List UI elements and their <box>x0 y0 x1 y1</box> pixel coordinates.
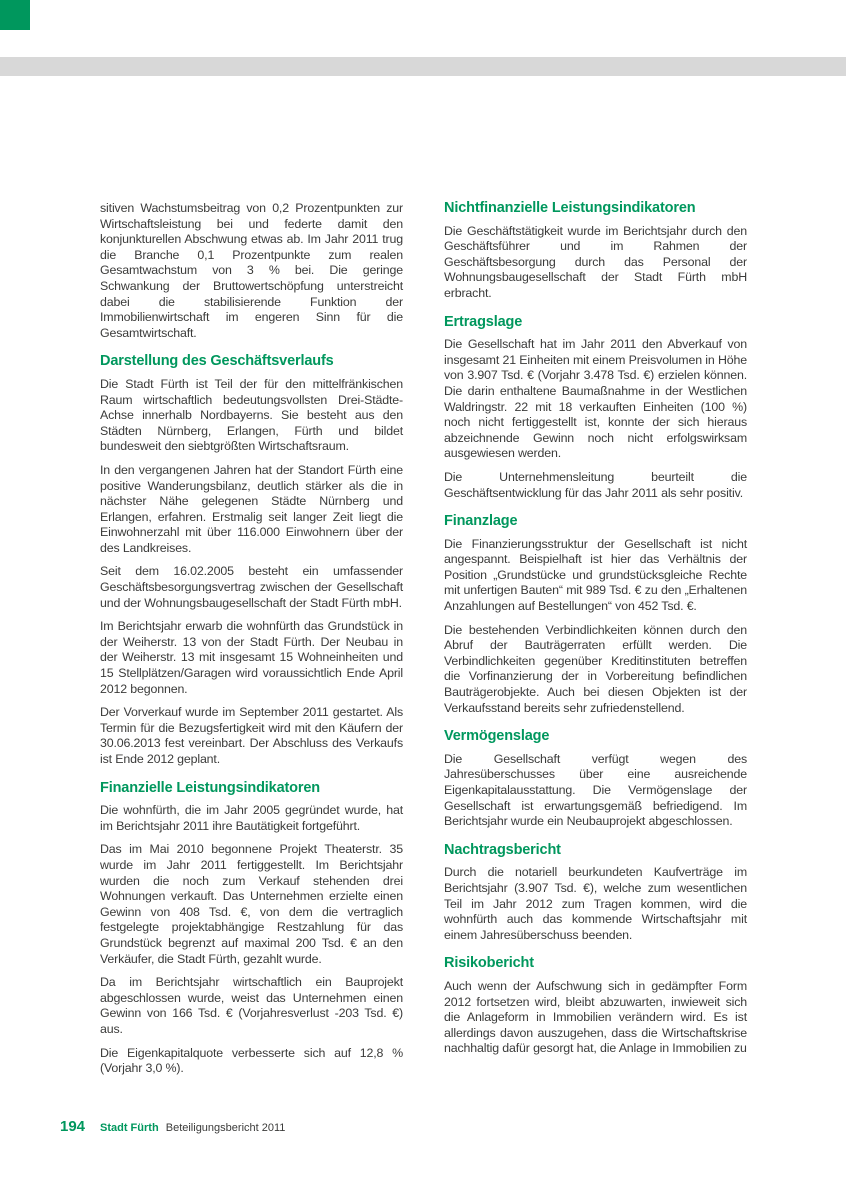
heading-ertragslage: Ertragslage <box>444 313 523 330</box>
page-content <box>100 201 748 1085</box>
paragraph: Die bestehenden Verbindlichkeiten können durch den Abruf der Bauträgerraten erfüllt werden. Die Verbindlichkeiten gegenüber Kreditinstituten betreffen die Vorfinanzierung der in Vorbereitung befindlichen Bauträgerobjekte. Auch bei diesen Objekten ist der Verkaufsstand bereits sehr zufriedenstellend. <box>444 622 747 715</box>
paragraph: Die Finanzierungsstruktur der Gesellschaft ist nicht angespannt. Beispielhaft ist hier das Verhältnis der Position „Grundstücke und grundstücksgleiche Rechte mit unfertigen Bauten“ mit 989 Tsd. € zu den „Erhaltenen Anzahlungen auf Bestellungen“ von 452 Tsd. €. <box>444 536 747 614</box>
heading-darstellung-des-geschaeftsverlaufs: Darstellung des Geschäftsverlaufs <box>100 353 334 370</box>
paragraph: Durch die notariell beurkundeten Kaufverträge im Berichtsjahr (3.907 Tsd. €), welche zum wesentlichen Teil im Jahr 2012 zum Tragen kommen, wird die wohnfürth auch das kommende Wirtschaftsjahr mit einem Jahresüberschuss beenden. <box>444 865 747 942</box>
heading-vermoegenslage: Vermögenslage <box>444 728 550 745</box>
paragraph: Da im Berichtsjahr wirtschaftlich ein Bauprojekt abgeschlossen wurde, weist das Unternehmen einen Gewinn von 166 Tsd. € (Vorjahresverlust -203 Tsd. €) aus. <box>100 975 403 1036</box>
page-number: 194 <box>60 1118 86 1135</box>
paragraph: Das im Mai 2010 begonnene Projekt Theaterstr. 35 wurde im Jahr 2011 fertiggestellt. Im Berichtsjahr wurden die noch zum Verkauf stehenden drei Wohnungen verkauft. Das Unternehmen erzielte einen Gewinn von 408 Tsd. €, von dem die vertraglich festgelegte projektabhängige Restzahlung für das Grundstück begrenzt auf maximal 200 Tsd. € an den Verkäufer, die Stadt Fürth, gezahlt wurde. <box>100 842 403 966</box>
heading-finanzielle-leistungsindikatoren: Finanzielle Leistungsindikatoren <box>100 779 320 796</box>
paragraph: Die Stadt Fürth ist Teil der für den mittelfränkischen Raum wirtschaftlich bedeutungsvollsten Drei-Städte-Achse innerhalb Nordbayerns. Sie besteht aus den Städten Nürnberg, Erlangen, Fürth und bildet bundesweit den siebtgrößten Wirtschaftsraum. <box>100 376 403 454</box>
paragraph: In den vergangenen Jahren hat der Standort Fürth eine positive Wanderungsbilanz, deutlich stärker als die in nächster Nähe gelegenen Städte Nürnberg und Erlangen, erfahren. Erstmalig seit langer Zeit liegt die Einwohnerzahl mit über 116.000 Einwohnern über der des Landkreises. <box>100 462 403 555</box>
left-column <box>100 201 403 1085</box>
paragraph: Die wohnfürth, die im Jahr 2005 gegründet wurde, hat im Berichtsjahr 2011 ihre Bautätigkeit fortgeführt. <box>100 803 403 833</box>
corner-marker <box>0 0 30 30</box>
right-column <box>444 201 747 1085</box>
paragraph: Die Gesellschaft hat im Jahr 2011 den Abverkauf von insgesamt 21 Einheiten mit einem Preisvolumen in Höhe von 3.907 Tsd. € (Vorjahr 3.478 Tsd. €) erzielen können. Die darin enthaltene Baumaßnahme in der Westlichen Waldringstr. 22 mit 18 verkauften Einheiten (100 %) noch nicht fertiggestellt ist, konnte der sich hieraus abzeichnende Gewinn noch nicht erfolgswirksam ausgewiesen werden. <box>444 337 747 461</box>
heading-risikobericht: Risikobericht <box>444 955 534 972</box>
paragraph: Seit dem 16.02.2005 besteht ein umfassender Geschäftsbesorgungsvertrag zwischen der Gesellschaft und der Wohnungsbaugesellschaft der Stadt Fürth mbH. <box>100 564 403 610</box>
paragraph: Auch wenn der Aufschwung sich in gedämpfter Form 2012 fortsetzen wird, bleibt abzuwarten, inwieweit sich die Anlageform in Immobilien verändern wird. Es ist allerdings davon auszugehen, dass die Wirtschaftskrise nachhaltig dafür gesorgt hat, die Anlage in Immobilien zu <box>444 978 747 1056</box>
paragraph-continued: sitiven Wachstumsbeitrag von 0,2 Prozentpunkten zur Wirtschaftsleistung bei und federte damit den konjunkturellen Abschwung etwas ab. Im Jahr 2011 trug die Branche 0,1 Prozentpunkte zum realen Gesamtwachstum von 3 % bei. Die geringe Schwankung der Bruttowertschöpfung unterstreicht dabei die stabilisierende Funktion der Immobilienwirtschaft im engeren Sinn für die Gesamtwirtschaft. <box>100 201 403 340</box>
paragraph: Im Berichtsjahr erwarb die wohnfürth das Grundstück in der Weiherstr. 13 von der Stadt Fürth. Der Neubau in der Weiherstr. 13 mit insgesamt 15 Wohneinheiten und 15 Stellplätzen/Garagen wird voraussichtlich Ende April 2012 begonnen. <box>100 619 403 696</box>
heading-finanzlage: Finanzlage <box>444 513 518 530</box>
paragraph: Der Vorverkauf wurde im September 2011 gestartet. Als Termin für die Bezugsfertigkeit wird mit den Käufern der 30.06.2013 fest vereinbart. Der Abschluss des Verkaufs ist Ende 2012 geplant. <box>100 705 403 766</box>
paragraph: Die Geschäftstätigkeit wurde im Berichtsjahr durch den Geschäftsführer und im Rahmen der Geschäftsbesorgung durch das Personal der Wohnungsbaugesellschaft der Stadt Fürth mbH erbracht. <box>444 223 747 300</box>
heading-nichtfinanzielle-leistungsindikatoren: Nichtfinanzielle Leistungsindikatoren <box>444 200 696 216</box>
header-rule <box>0 57 846 76</box>
footer-report-title: Beteiligungsbericht 2011 <box>165 1122 286 1134</box>
footer-line <box>100 1122 285 1134</box>
paragraph: Die Unternehmensleitung beurteilt die Geschäftsentwicklung für das Jahr 2011 als sehr positiv. <box>444 469 747 500</box>
page-footer <box>0 1118 846 1142</box>
paragraph: Die Gesellschaft verfügt wegen des Jahresüberschusses über eine ausreichende Eigenkapitalausstattung. Die Vermögenslage der Gesellschaft ist erwartungsgemäß befriedigend. Im Berichtsjahr wurde ein Neubauprojekt abgeschlossen. <box>444 751 747 829</box>
paragraph: Die Eigenkapitalquote verbesserte sich auf 12,8 % (Vorjahr 3,0 %). <box>100 1045 403 1076</box>
heading-nachtragsbericht: Nachtragsbericht <box>444 841 561 858</box>
footer-brand: Stadt Fürth <box>100 1122 159 1134</box>
